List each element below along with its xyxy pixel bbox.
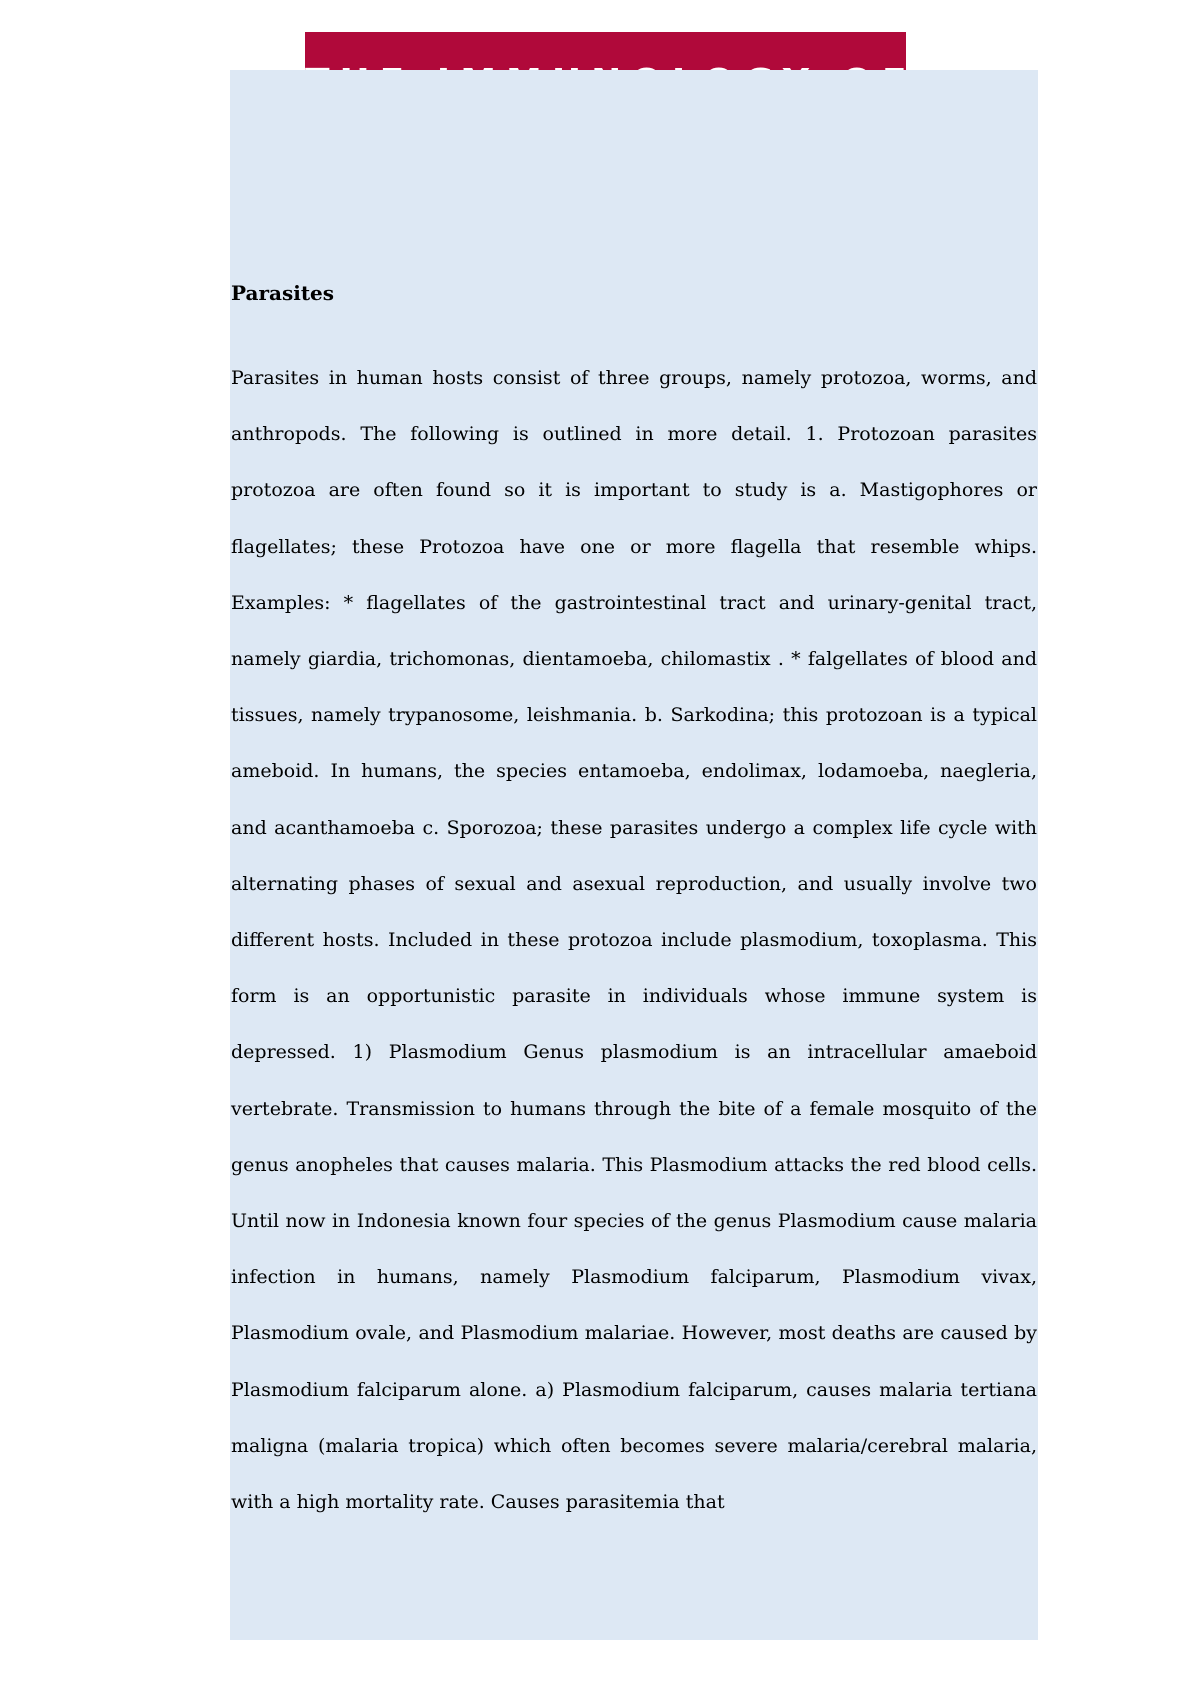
- body-paragraph: Parasites in human hosts consist of three groups, namely protozoa, worms, and anthropods. The following is outlined in more detail. 1. Protozoan parasites protozoa are often found so it is important to study is a. Mastigophores or flagellates; these Protozoa have one or more flagella that resemble whips. Examples: * flagellates of the gastrointestinal tract and urinary-genital tract, namely giardia, trichomonas, dientamoeba, chilomastix . * falgellates of blood and tissues, namely trypanosome, leishmania. b. Sarkodina; this protozoan is a typical ameboid. In humans, the species entamoeba, endolimax, lodamoeba, naegleria, and acanthamoeba c. Sporozoa; these parasites undergo a complex life cycle with alternating phases of sexual and asexual reproduction, and usually involve two different hosts. Included in these protozoa include plasmodium, toxoplasma. This form is an opportunistic parasite in individuals whose immune system is depressed. 1) Plasmodium Genus plasmodium is an intracellular amaeboid vertebrate. Transmission to humans through the bite of a female mosquito of the genus anopheles that causes malaria. This Plasmodium attacks the red blood cells. Until now in Indonesia known four species of the genus Plasmodium cause malaria infection in humans, namely Plasmodium falciparum, Plasmodium vivax, Plasmodium ovale, and Plasmodium malariae. However, most deaths are caused by Plasmodium falciparum alone. a) Plasmodium falciparum, causes malaria tertiana maligna (malaria tropica) which often becomes severe malaria/cerebral malaria, with a high mortality rate. Causes parasitemia that: [231, 367, 1037, 1514]
- banner-title: [305, 32, 906, 70]
- section-heading: Parasites: [231, 281, 335, 305]
- title-banner: [305, 32, 906, 70]
